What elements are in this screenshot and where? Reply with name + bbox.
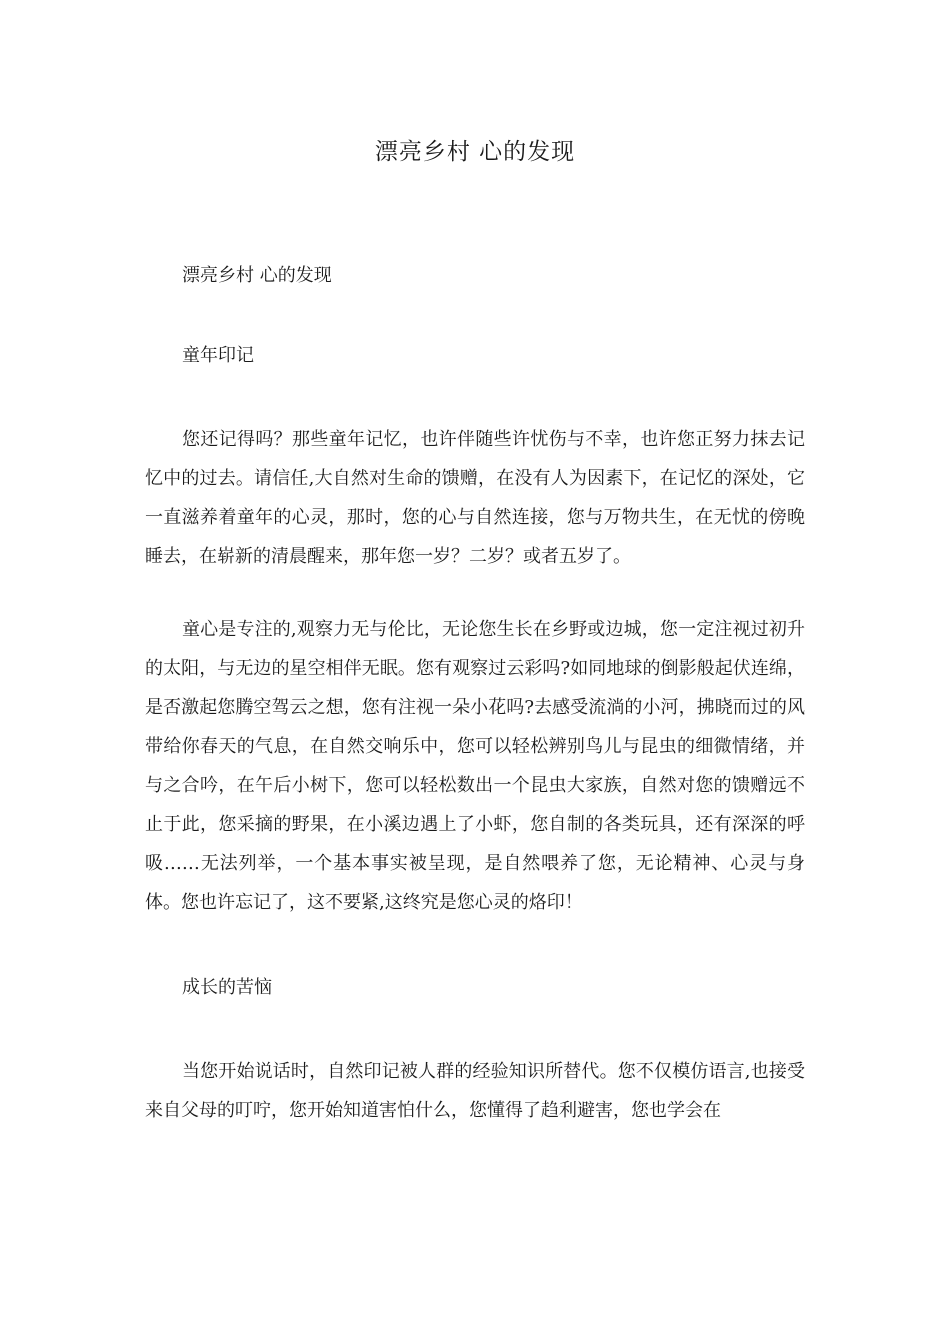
document-title: 漂亮乡村 心的发现: [374, 139, 576, 165]
paragraph-1: 您还记得吗？那些童年记忆，也许伴随些许忧伤与不幸，也许您正努力抹去记忆中的过去。请信任,大自然对生命的馈赠，在没有人为因素下，在记忆的深处，它一直滋养着童年的心灵，那时，您的心与自然连接，您与万物共生，在无忧的傍晚睡去，在崭新的清晨醒来，那年您一岁？二岁？或者五岁了。: [145, 429, 805, 567]
section-heading-growing-pains: 成长的苦恼: [182, 977, 272, 998]
section-heading-childhood: 童年印记: [182, 345, 254, 366]
paragraph-2: 童心是专注的,观察力无与伦比，无论您生长在乡野或边城，您一定注视过初升的太阳，与无边的星空相伴无眠。您有观察过云彩吗?如同地球的倒影般起伏连绵，是否激起您腾空驾云之想，您有注视一朵小花吗?去感受流淌的小河，拂晓而过的风带给你春天的气息，在自然交响乐中，您可以轻松辨别鸟儿与昆虫的细微情绪，并与之合吟，在午后小树下，您可以轻松数出一个昆虫大家族，自然对您的馈赠远不止于此，您采摘的野果，在小溪边遇上了小虾，您自制的各类玩具，还有深深的呼吸……无法列举，一个基本事实被呈现，是自然喂养了您，无论精神、心灵与身体。您也许忘记了，这不要紧,这终究是您心灵的烙印！: [145, 619, 805, 913]
document-subtitle: 漂亮乡村 心的发现: [182, 265, 332, 286]
paragraph-3: 当您开始说话时，自然印记被人群的经验知识所替代。您不仅模仿语言,也接受来自父母的叮咛，您开始知道害怕什么，您懂得了趋利避害，您也学会在: [145, 1061, 805, 1121]
document-body: [145, 262, 805, 1130]
